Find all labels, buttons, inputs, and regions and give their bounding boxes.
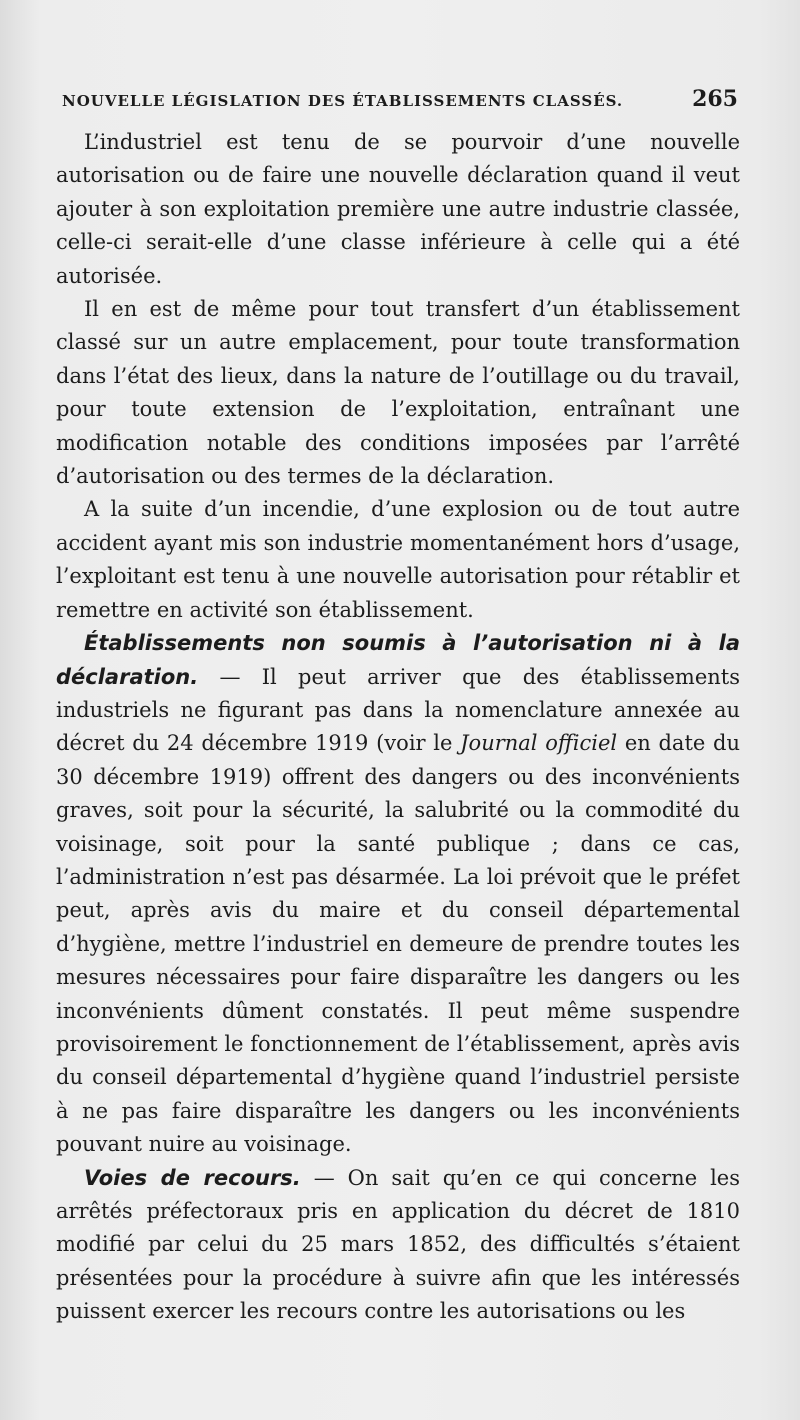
paragraph-accident: [56, 493, 740, 627]
paragraph-new-authorization: [56, 126, 740, 293]
running-title: NOUVELLE LÉGISLATION DES ÉTABLISSEMENTS CLASSÉS.: [62, 92, 624, 110]
paragraph-unlisted-establishments: [56, 627, 740, 1162]
page-header: [62, 86, 738, 120]
body-text: [56, 126, 740, 1329]
paragraph-transfer: [56, 293, 740, 493]
journal-title: Journal officiel: [460, 731, 618, 756]
section-heading-appeals: Voies de recours.: [84, 1165, 301, 1190]
paragraph-appeals: [56, 1162, 740, 1329]
paragraph-text: L’industriel est tenu de se pourvoir d’une nouvelle autorisation ou de faire une nouvelle déclaration quand il veut ajouter à son exploitation première une autre industrie classée, celle-ci serait-elle d’une classe inférieure à celle qui a été autorisée.: [56, 130, 740, 288]
paragraph-text: A la suite d’un incendie, d’une explosion ou de tout autre accident ayant mis son industrie momentanément hors d’usage, l’exploitant est tenu à une nouvelle autorisation pour rétablir et remettre en activité son établissement.: [56, 497, 740, 622]
paragraph-text: Il en est de même pour tout transfert d’un établissement classé sur un autre emplacement, pour toute transformation dans l’état des lieux, dans la nature de l’outillage ou du travail, pour toute extension de l’exploitation, entraînant une modification notable des conditions imposées par l’arrêté d’autorisation ou des termes de la déclaration.: [56, 297, 740, 489]
paragraph-text: — On sait qu’en ce qui concerne les arrêtés préfectoraux pris en application du décret de 1810 modifié par celui du 25 mars 1852, des difficultés s’étaient présentées pour la procédure à suivre afin que les intéressés puissent exercer les recours contre les autorisations ou les: [56, 1165, 740, 1324]
paragraph-text: en date du 30 décembre 1919) offrent des dangers ou des inconvénients graves, soit pour la sécurité, la salubrité ou la commodité du voisinage, soit pour la santé publique ; dans ce cas, l’administration n’est pas désarmée. La loi prévoit que le préfet peut, après avis du maire et du conseil départemental d’hygiène, mettre l’industriel en demeure de prendre toutes les mesures nécessaires pour faire disparaître les dangers ou les inconvénients dûment constatés. Il peut même suspendre provisoirement le fonctionnement de l’établissement, après avis du conseil départemental d’hygiène quand l’industriel persiste à ne pas faire disparaître les dangers ou les inconvénients pouvant nuire au voisinage.: [56, 731, 740, 1157]
section-heading-unlisted: Établissements non soumis à l’autorisation ni à la déclaration.: [56, 631, 740, 689]
page-number: 265: [692, 86, 738, 112]
paragraph-text: — Il peut arriver que des établissements industriels ne figurant pas dans la nomenclature annexée au décret du 24 décembre 1919 (voir le: [56, 664, 740, 756]
